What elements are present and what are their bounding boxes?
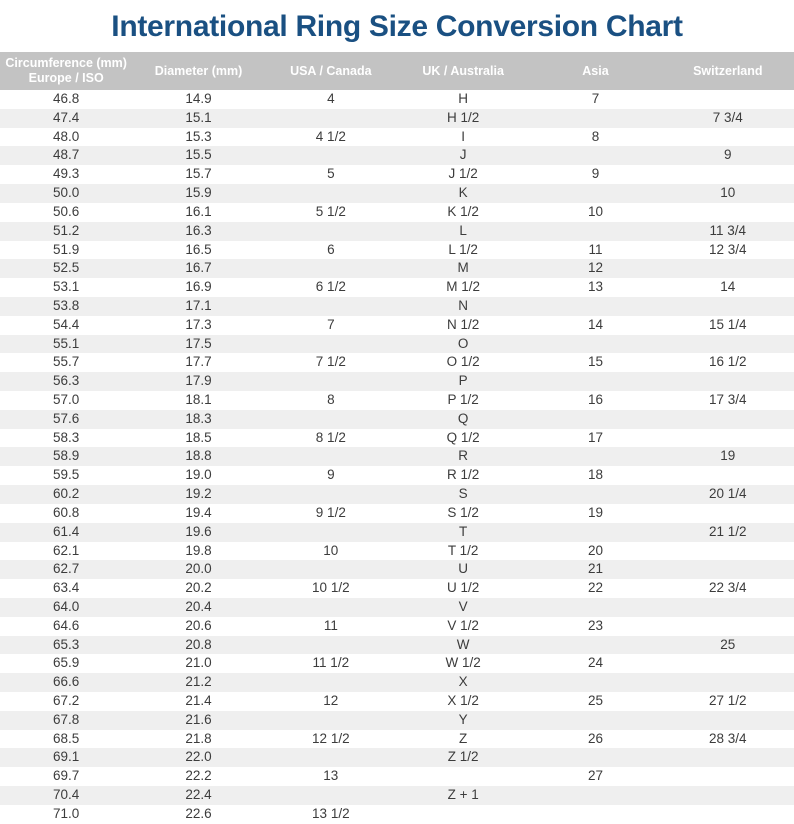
table-cell: 8 [591, 128, 600, 144]
table-cell: 5 1/2 [315, 203, 346, 219]
table-row [0, 316, 794, 335]
table-cell: 9 [327, 467, 335, 483]
table-cell: M [457, 260, 469, 276]
table-cell: 50.0 [53, 185, 80, 201]
table-cell: 17.9 [185, 373, 212, 389]
table-row [0, 184, 794, 203]
table-cell: 11 [588, 241, 603, 257]
table-cell: 53.1 [53, 279, 80, 295]
table-row [0, 429, 794, 448]
table-cell: 18.3 [185, 410, 212, 426]
table-cell: 22.6 [185, 805, 212, 821]
table-cell: 21 [587, 561, 603, 577]
table-cell: 18 [587, 467, 603, 483]
table-cell: 20.0 [185, 561, 212, 577]
table-cell: 55.1 [53, 335, 80, 351]
table-cell: 10 1/2 [312, 580, 350, 596]
table-cell: 21.4 [185, 693, 212, 708]
table-cell: 27 1/2 [709, 693, 747, 708]
table-cell: V 1/2 [447, 617, 479, 633]
table-row [0, 654, 794, 673]
table-row [0, 109, 794, 128]
table-cell: 48.7 [53, 147, 80, 163]
table-cell: 16.5 [185, 241, 212, 257]
table-cell: 25 [587, 693, 603, 708]
table-cell: 17.7 [185, 354, 212, 370]
column-header-label: Diameter (mm) [154, 63, 243, 78]
table-cell: 6 1/2 [315, 279, 346, 295]
table-row [0, 391, 794, 410]
table-cell: 64.6 [53, 617, 80, 633]
table-cell: 14.9 [185, 91, 212, 106]
table-cell: 51.2 [53, 222, 80, 238]
table-cell: S 1/2 [447, 504, 479, 520]
table-cell: 12 [323, 693, 339, 708]
table-cell: 21.0 [185, 655, 212, 671]
table-cell: 63.4 [53, 580, 80, 596]
table-cell: 28 3/4 [709, 730, 747, 746]
table-cell: 7 [591, 91, 600, 106]
table-cell: T [459, 523, 468, 539]
table-cell: W [456, 636, 470, 652]
table-row [0, 636, 794, 655]
table-cell: 68.5 [53, 730, 80, 746]
table-cell: 24 [587, 655, 603, 671]
table-cell: 62.7 [53, 561, 80, 577]
table-cell: J 1/2 [448, 166, 478, 182]
table-cell: Z 1/2 [447, 749, 479, 765]
table-cell: 65.3 [53, 636, 80, 652]
table-cell: 12 1/2 [312, 730, 350, 746]
table-cell: R [458, 448, 469, 464]
table-cell: 21.8 [185, 730, 212, 746]
table-cell: P 1/2 [447, 392, 479, 407]
table-cell: 9 1/2 [315, 504, 346, 520]
table-cell: 48.0 [53, 128, 80, 144]
table-cell: 22.0 [185, 749, 212, 765]
table-cell: 57.0 [53, 392, 80, 407]
table-cell: N [458, 297, 469, 313]
table-cell: 65.9 [53, 655, 80, 671]
table-row [0, 241, 794, 260]
table-row [0, 353, 794, 372]
table-cell: 57.6 [53, 410, 80, 426]
table-cell: 11 1/2 [312, 655, 350, 671]
table-cell: 15.9 [185, 185, 212, 201]
table-cell: 26 [587, 730, 603, 746]
table-cell: S [458, 486, 468, 502]
table-cell: 13 [323, 768, 339, 784]
table-row [0, 767, 794, 786]
table-cell: 23 [587, 617, 603, 633]
table-row [0, 466, 794, 485]
table-cell: 53.8 [53, 297, 80, 313]
table-row [0, 203, 794, 222]
table-cell: 66.6 [53, 674, 80, 690]
table-cell: 6 [327, 241, 335, 257]
table-cell: 18.5 [185, 429, 212, 445]
table-cell: U [458, 561, 469, 577]
table-cell: 19 [587, 504, 603, 520]
table-cell: 58.9 [53, 448, 80, 464]
table-cell: 15 [587, 354, 603, 370]
table-cell: 22 3/4 [709, 580, 747, 596]
table-cell: Y [458, 711, 468, 727]
table-row [0, 335, 794, 354]
table-cell: 69.7 [53, 768, 80, 784]
table-cell: 17.1 [185, 297, 212, 313]
table-cell: N 1/2 [447, 316, 480, 332]
table-cell: 56.3 [53, 373, 80, 389]
table-cell: 18.8 [185, 448, 212, 464]
table-cell: 17.3 [185, 316, 212, 332]
table-cell: L [459, 222, 467, 238]
table-cell: 8 1/2 [315, 429, 346, 445]
table-cell: 19 [720, 448, 736, 464]
table-cell: 15.5 [185, 147, 212, 163]
table-cell: 20.8 [185, 636, 212, 652]
table-cell: 18.1 [185, 392, 212, 407]
table-row [0, 598, 794, 617]
table-cell: 7 [327, 316, 335, 332]
table-row [0, 485, 794, 504]
table-cell: 14 [720, 279, 736, 295]
table-row [0, 410, 794, 429]
column-header-label: USA / Canada [290, 63, 372, 78]
table-cell: 71.0 [53, 805, 80, 821]
table-cell: 61.4 [53, 523, 80, 539]
table-row [0, 128, 794, 147]
table-cell: 59.5 [53, 467, 80, 483]
table-row [0, 786, 794, 805]
table-row [0, 748, 794, 767]
table-cell: 20.2 [185, 580, 212, 596]
table-cell: 21.6 [185, 711, 212, 727]
table-cell: W 1/2 [445, 655, 481, 671]
column-header-label: Circumference (mm) [5, 56, 127, 70]
table-cell: Z + 1 [447, 787, 479, 803]
table-body [0, 90, 794, 824]
table-cell: 7 1/2 [315, 354, 346, 370]
table-cell: 11 [323, 617, 338, 633]
table-cell: 13 1/2 [312, 805, 350, 821]
table-cell: 62.1 [53, 542, 80, 558]
table-cell: 19.0 [185, 467, 212, 483]
table-row [0, 504, 794, 523]
table-cell: 67.8 [53, 711, 80, 727]
table-cell: 11 3/4 [709, 222, 747, 238]
table-cell: 17 3/4 [709, 392, 747, 407]
table-cell: 69.1 [53, 749, 80, 765]
page-title: International Ring Size Conversion Chart [111, 10, 683, 43]
table-cell: 64.0 [53, 598, 80, 614]
column-header-usa-canada [265, 52, 397, 90]
table-cell: 12 [587, 260, 603, 276]
table-cell: 15 1/4 [709, 316, 747, 332]
table-row [0, 372, 794, 391]
table-cell: 13 [587, 279, 603, 295]
table-cell: 8 [327, 392, 335, 407]
table-cell: I [461, 128, 466, 144]
table-cell: 50.6 [53, 203, 80, 219]
table-cell: Q 1/2 [446, 429, 480, 445]
table-row [0, 805, 794, 824]
table-cell: O [457, 335, 469, 351]
column-header-asia [529, 52, 661, 90]
column-header-label: Switzerland [693, 63, 763, 78]
table-cell: 16.9 [185, 279, 212, 295]
table-cell: 12 3/4 [709, 241, 747, 257]
conversion-table [0, 52, 794, 824]
table-cell: X [458, 674, 468, 690]
table-cell: H 1/2 [447, 109, 480, 125]
table-cell: 4 1/2 [315, 128, 346, 144]
table-cell: 54.4 [53, 316, 80, 332]
table-cell: 9 [591, 166, 600, 182]
table-row [0, 579, 794, 598]
table-row [0, 297, 794, 316]
table-cell: 55.7 [53, 354, 80, 370]
table-cell: Q [457, 410, 469, 426]
table-cell: 7 3/4 [712, 109, 743, 125]
table-cell: H [458, 91, 469, 106]
column-header-switzerland [662, 52, 794, 90]
column-header-label: UK / Australia [422, 63, 504, 78]
table-row [0, 165, 794, 184]
table-cell: Z [459, 730, 468, 746]
column-header-uk-australia [397, 52, 529, 90]
table-cell: 58.3 [53, 429, 80, 445]
table-cell: 20 [587, 542, 603, 558]
table-cell: K [458, 185, 468, 201]
table-cell: 19.6 [185, 523, 212, 539]
table-cell: 67.2 [53, 693, 80, 708]
column-header-diameter [132, 52, 264, 90]
table-row [0, 222, 794, 241]
table-cell: 20 1/4 [709, 486, 747, 502]
table-cell: 20.6 [185, 617, 212, 633]
table-cell: 9 [724, 147, 732, 163]
table-cell: 15.3 [185, 128, 212, 144]
table-cell: 16.1 [185, 203, 212, 219]
table-cell: 22.4 [185, 787, 212, 803]
table-cell: 49.3 [53, 166, 80, 182]
table-row [0, 673, 794, 692]
table-cell: 20.4 [185, 598, 212, 614]
column-header-circumference [0, 52, 132, 90]
column-header-label: Asia [582, 63, 609, 78]
table-row [0, 146, 794, 165]
table-cell: 51.9 [53, 241, 80, 257]
table-row [0, 692, 794, 711]
table-cell: 27 [587, 768, 603, 784]
table-cell: X 1/2 [447, 693, 479, 708]
table-cell: 15.7 [185, 166, 212, 182]
table-cell: 16.3 [185, 222, 212, 238]
table-cell: 70.4 [53, 787, 80, 803]
table-cell: 52.5 [53, 260, 80, 276]
table-cell: 46.8 [53, 91, 80, 106]
column-header-sublabel: Europe / ISO [28, 71, 104, 85]
table-cell: L 1/2 [448, 241, 478, 257]
table-cell: J [459, 147, 467, 163]
table-row [0, 560, 794, 579]
table-row [0, 90, 794, 109]
table-header-row [0, 52, 794, 90]
table-cell: 25 [720, 636, 736, 652]
table-row [0, 259, 794, 278]
table-cell: 21 1/2 [709, 523, 747, 539]
table-cell: 10 [587, 203, 603, 219]
table-row [0, 730, 794, 749]
table-row [0, 278, 794, 297]
table-cell: V [458, 598, 468, 614]
table-cell: 19.8 [185, 542, 212, 558]
table-cell: 22.2 [185, 768, 212, 784]
table-row [0, 617, 794, 636]
table-cell: O 1/2 [446, 354, 480, 370]
table-cell: 47.4 [53, 109, 80, 125]
table-cell: 16 [587, 392, 603, 407]
table-cell: 16 1/2 [709, 354, 747, 370]
table-row [0, 542, 794, 561]
table-cell: 60.8 [53, 504, 80, 520]
table-cell: 22 [587, 580, 603, 596]
table-cell: 5 [327, 166, 335, 182]
table-cell: T 1/2 [447, 542, 479, 558]
table-row [0, 447, 794, 466]
table-cell: 16.7 [185, 260, 212, 276]
table-cell: K 1/2 [447, 203, 479, 219]
table-cell: 17.5 [185, 335, 212, 351]
table-cell: 17 [587, 429, 603, 445]
table-cell: 15.1 [185, 109, 212, 125]
table-cell: 21.2 [185, 674, 212, 690]
table-cell: 14 [587, 316, 603, 332]
table-cell: 19.2 [185, 486, 212, 502]
table-cell: 10 [720, 185, 736, 201]
table-row [0, 711, 794, 730]
table-row [0, 523, 794, 542]
table-cell: 10 [323, 542, 339, 558]
table-cell: U 1/2 [447, 580, 480, 596]
table-cell: R 1/2 [447, 467, 480, 483]
table-cell: 4 [327, 91, 335, 106]
table-cell: 60.2 [53, 486, 80, 502]
title-bar [0, 0, 794, 52]
table-cell: M 1/2 [446, 279, 481, 295]
table-cell: P [458, 373, 468, 389]
table-cell: 19.4 [185, 504, 212, 520]
